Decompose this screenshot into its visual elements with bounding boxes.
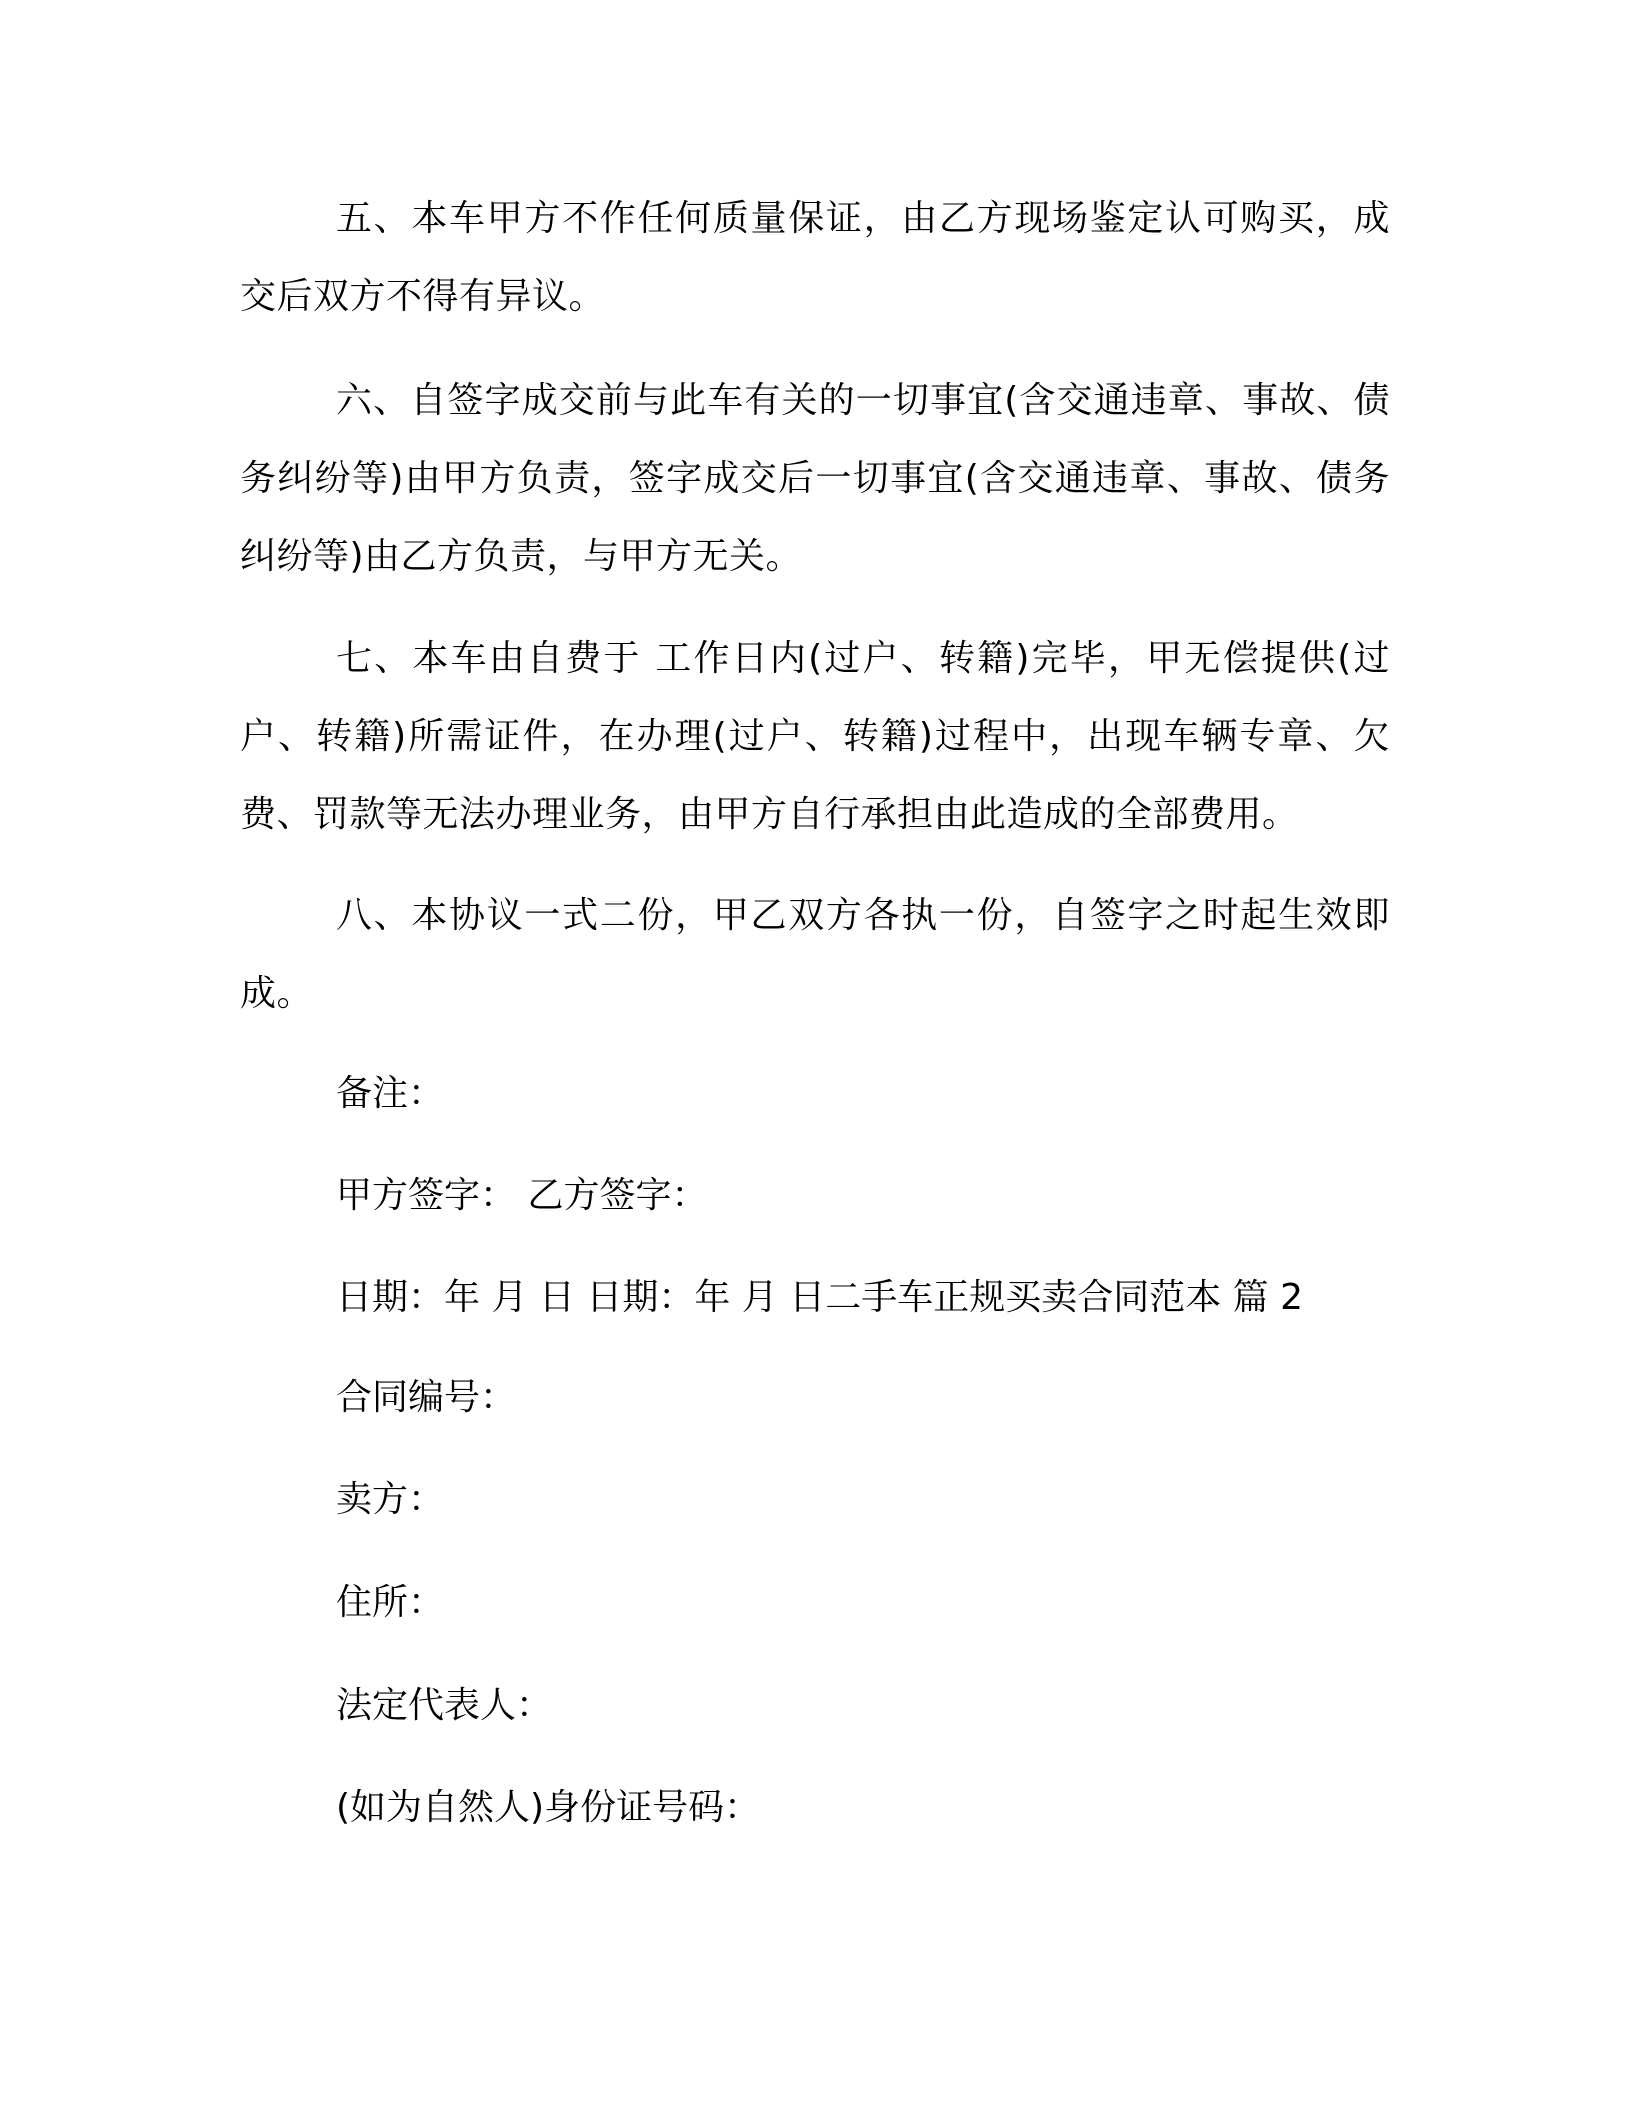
- seller-label: 卖方：: [336, 1479, 445, 1520]
- clause-7: 七、本车由自费于 工作日内(过户、转籍)完毕，甲无偿提供(过户、转籍)所需证件，在办理(过户、转籍)过程中，出现车辆专章、欠费、罚款等无法办理业务，由甲方自行承担由此造成的全部费用。: [240, 638, 1390, 835]
- id-number-label: (如为自然人)身份证号码：: [336, 1787, 761, 1828]
- clause-8: 八、本协议一式二份，甲乙双方各执一份，自签字之时起生效即成。: [240, 895, 1390, 1014]
- legal-representative-label: 法定代表人：: [336, 1685, 553, 1726]
- clause-6: 六、自签字成交前与此车有关的一切事宜(含交通违章、事故、债务纠纷等)由甲方负责，签字成交后一切事宜(含交通违章、事故、债务纠纷等)由乙方负责，与甲方无关。: [240, 380, 1390, 577]
- remarks-label: 备注：: [336, 1073, 445, 1114]
- contract-number-label: 合同编号：: [336, 1377, 517, 1418]
- clause-5: 五、本车甲方不作任何质量保证，由乙方现场鉴定认可购买，成交后双方不得有异议。: [240, 198, 1390, 317]
- date-line-heading: 日期：年 月 日 日期：年 月 日二手车正规买卖合同范本 篇 2: [336, 1277, 1304, 1318]
- document-page: [240, 0, 1390, 2112]
- signature-line: 甲方签字： 乙方签字：: [336, 1175, 708, 1216]
- address-label: 住所：: [336, 1582, 445, 1623]
